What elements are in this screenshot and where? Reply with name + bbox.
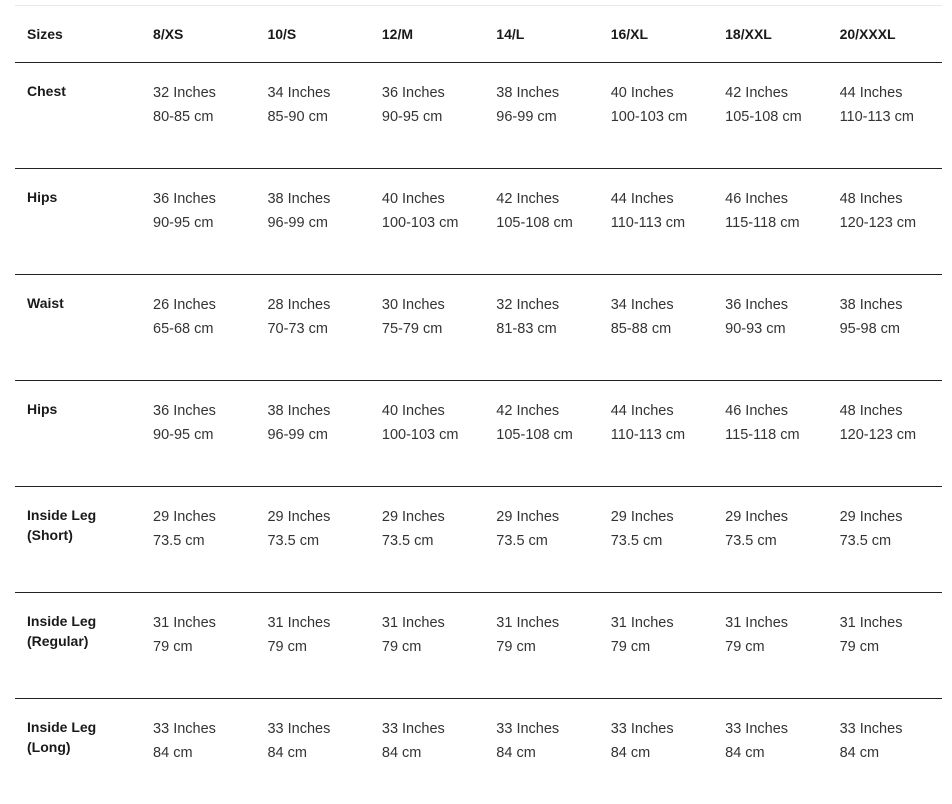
size-cell — [828, 275, 942, 381]
inches-value: 48 Inches — [840, 399, 942, 423]
size-cell — [713, 381, 827, 487]
size-cell — [599, 593, 713, 699]
size-cell — [255, 169, 369, 275]
inches-value: 36 Inches — [725, 293, 827, 317]
size-cell — [484, 275, 598, 381]
table-row — [15, 63, 942, 169]
inches-value: 44 Inches — [611, 187, 713, 211]
cm-value: 90-95 cm — [153, 211, 255, 235]
size-header: 14/L — [484, 6, 598, 63]
size-cell — [370, 381, 484, 487]
size-cell — [255, 63, 369, 169]
size-cell — [599, 487, 713, 593]
inches-value: 31 Inches — [496, 611, 598, 635]
cm-value: 110-113 cm — [611, 211, 713, 235]
table-row — [15, 169, 942, 275]
size-cell — [484, 169, 598, 275]
size-cell — [484, 381, 598, 487]
inches-value: 38 Inches — [840, 293, 942, 317]
cm-value: 65-68 cm — [153, 317, 255, 341]
measurement-label: Inside Leg (Regular) — [15, 593, 141, 699]
cm-value: 110-113 cm — [611, 423, 713, 447]
inches-value: 33 Inches — [153, 717, 255, 741]
inches-value: 36 Inches — [382, 81, 484, 105]
cm-value: 85-88 cm — [611, 317, 713, 341]
size-header: 8/XS — [141, 6, 255, 63]
inches-value: 29 Inches — [840, 505, 942, 529]
size-cell — [255, 593, 369, 699]
size-cell — [828, 699, 942, 804]
inches-value: 40 Inches — [382, 187, 484, 211]
size-cell — [141, 593, 255, 699]
size-cell — [255, 381, 369, 487]
cm-value: 70-73 cm — [267, 317, 369, 341]
inches-value: 42 Inches — [725, 81, 827, 105]
cm-value: 115-118 cm — [725, 423, 827, 447]
size-cell — [141, 487, 255, 593]
cm-value: 96-99 cm — [267, 423, 369, 447]
cm-value: 79 cm — [840, 635, 942, 659]
sizes-header-label: Sizes — [15, 6, 141, 63]
size-cell — [255, 487, 369, 593]
inches-value: 28 Inches — [267, 293, 369, 317]
cm-value: 105-108 cm — [496, 211, 598, 235]
size-cell — [828, 381, 942, 487]
inches-value: 36 Inches — [153, 187, 255, 211]
size-cell — [370, 169, 484, 275]
inches-value: 33 Inches — [840, 717, 942, 741]
cm-value: 84 cm — [382, 741, 484, 765]
size-cell — [599, 699, 713, 804]
table-row — [15, 487, 942, 593]
inches-value: 48 Inches — [840, 187, 942, 211]
size-cell — [599, 381, 713, 487]
cm-value: 79 cm — [611, 635, 713, 659]
cm-value: 84 cm — [496, 741, 598, 765]
size-cell — [484, 63, 598, 169]
size-cell — [484, 487, 598, 593]
table-row — [15, 381, 942, 487]
inches-value: 36 Inches — [153, 399, 255, 423]
cm-value: 90-95 cm — [382, 105, 484, 129]
inches-value: 33 Inches — [496, 717, 598, 741]
cm-value: 79 cm — [725, 635, 827, 659]
cm-value: 120-123 cm — [840, 211, 942, 235]
size-cell — [255, 275, 369, 381]
inches-value: 40 Inches — [611, 81, 713, 105]
size-cell — [713, 699, 827, 804]
size-cell — [370, 593, 484, 699]
cm-value: 85-90 cm — [267, 105, 369, 129]
table-row — [15, 593, 942, 699]
size-header: 12/M — [370, 6, 484, 63]
size-cell — [828, 63, 942, 169]
size-cell — [713, 169, 827, 275]
header-row — [15, 6, 942, 63]
size-header: 10/S — [255, 6, 369, 63]
size-cell — [370, 487, 484, 593]
cm-value: 79 cm — [267, 635, 369, 659]
size-cell — [713, 63, 827, 169]
inches-value: 31 Inches — [267, 611, 369, 635]
cm-value: 96-99 cm — [267, 211, 369, 235]
cm-value: 90-93 cm — [725, 317, 827, 341]
inches-value: 33 Inches — [267, 717, 369, 741]
size-cell — [141, 699, 255, 804]
measurement-label: Hips — [15, 169, 141, 275]
inches-value: 29 Inches — [153, 505, 255, 529]
size-cell — [828, 169, 942, 275]
inches-value: 31 Inches — [840, 611, 942, 635]
cm-value: 90-95 cm — [153, 423, 255, 447]
cm-value: 73.5 cm — [725, 529, 827, 553]
inches-value: 32 Inches — [496, 293, 598, 317]
size-cell — [141, 381, 255, 487]
cm-value: 120-123 cm — [840, 423, 942, 447]
inches-value: 33 Inches — [611, 717, 713, 741]
inches-value: 42 Inches — [496, 399, 598, 423]
inches-value: 44 Inches — [611, 399, 713, 423]
measurement-label: Chest — [15, 63, 141, 169]
cm-value: 84 cm — [840, 741, 942, 765]
size-cell — [141, 275, 255, 381]
cm-value: 73.5 cm — [382, 529, 484, 553]
size-chart-header — [15, 6, 942, 63]
inches-value: 33 Inches — [725, 717, 827, 741]
inches-value: 31 Inches — [725, 611, 827, 635]
cm-value: 84 cm — [267, 741, 369, 765]
size-cell — [599, 63, 713, 169]
inches-value: 31 Inches — [611, 611, 713, 635]
cm-value: 95-98 cm — [840, 317, 942, 341]
size-header: 16/XL — [599, 6, 713, 63]
cm-value: 79 cm — [496, 635, 598, 659]
size-cell — [484, 699, 598, 804]
size-cell — [599, 169, 713, 275]
cm-value: 73.5 cm — [496, 529, 598, 553]
cm-value: 81-83 cm — [496, 317, 598, 341]
inches-value: 34 Inches — [611, 293, 713, 317]
size-cell — [370, 63, 484, 169]
inches-value: 33 Inches — [382, 717, 484, 741]
cm-value: 84 cm — [153, 741, 255, 765]
measurement-label: Waist — [15, 275, 141, 381]
cm-value: 110-113 cm — [840, 105, 942, 129]
inches-value: 34 Inches — [267, 81, 369, 105]
inches-value: 40 Inches — [382, 399, 484, 423]
size-chart-body — [15, 63, 942, 804]
cm-value: 79 cm — [153, 635, 255, 659]
size-cell — [484, 593, 598, 699]
inches-value: 38 Inches — [496, 81, 598, 105]
inches-value: 38 Inches — [267, 187, 369, 211]
size-cell — [713, 593, 827, 699]
inches-value: 29 Inches — [611, 505, 713, 529]
size-cell — [370, 275, 484, 381]
cm-value: 96-99 cm — [496, 105, 598, 129]
inches-value: 46 Inches — [725, 399, 827, 423]
inches-value: 30 Inches — [382, 293, 484, 317]
measurement-label: Inside Leg (Short) — [15, 487, 141, 593]
size-cell — [599, 275, 713, 381]
cm-value: 73.5 cm — [153, 529, 255, 553]
cm-value: 105-108 cm — [725, 105, 827, 129]
size-chart-table — [15, 5, 942, 804]
inches-value: 44 Inches — [840, 81, 942, 105]
table-row — [15, 275, 942, 381]
table-row — [15, 699, 942, 804]
inches-value: 38 Inches — [267, 399, 369, 423]
size-header: 20/XXXL — [828, 6, 942, 63]
inches-value: 29 Inches — [725, 505, 827, 529]
size-header: 18/XXL — [713, 6, 827, 63]
inches-value: 46 Inches — [725, 187, 827, 211]
cm-value: 84 cm — [725, 741, 827, 765]
cm-value: 73.5 cm — [267, 529, 369, 553]
measurement-label: Inside Leg (Long) — [15, 699, 141, 804]
inches-value: 32 Inches — [153, 81, 255, 105]
size-cell — [828, 487, 942, 593]
size-cell — [141, 169, 255, 275]
cm-value: 100-103 cm — [382, 211, 484, 235]
inches-value: 42 Inches — [496, 187, 598, 211]
size-cell — [713, 275, 827, 381]
cm-value: 105-108 cm — [496, 423, 598, 447]
size-cell — [370, 699, 484, 804]
cm-value: 75-79 cm — [382, 317, 484, 341]
cm-value: 80-85 cm — [153, 105, 255, 129]
cm-value: 73.5 cm — [611, 529, 713, 553]
inches-value: 29 Inches — [267, 505, 369, 529]
inches-value: 31 Inches — [382, 611, 484, 635]
size-cell — [713, 487, 827, 593]
cm-value: 100-103 cm — [611, 105, 713, 129]
inches-value: 26 Inches — [153, 293, 255, 317]
inches-value: 29 Inches — [382, 505, 484, 529]
inches-value: 29 Inches — [496, 505, 598, 529]
size-cell — [255, 699, 369, 804]
measurement-label: Hips — [15, 381, 141, 487]
cm-value: 115-118 cm — [725, 211, 827, 235]
size-cell — [141, 63, 255, 169]
cm-value: 84 cm — [611, 741, 713, 765]
cm-value: 79 cm — [382, 635, 484, 659]
inches-value: 31 Inches — [153, 611, 255, 635]
cm-value: 73.5 cm — [840, 529, 942, 553]
size-cell — [828, 593, 942, 699]
cm-value: 100-103 cm — [382, 423, 484, 447]
